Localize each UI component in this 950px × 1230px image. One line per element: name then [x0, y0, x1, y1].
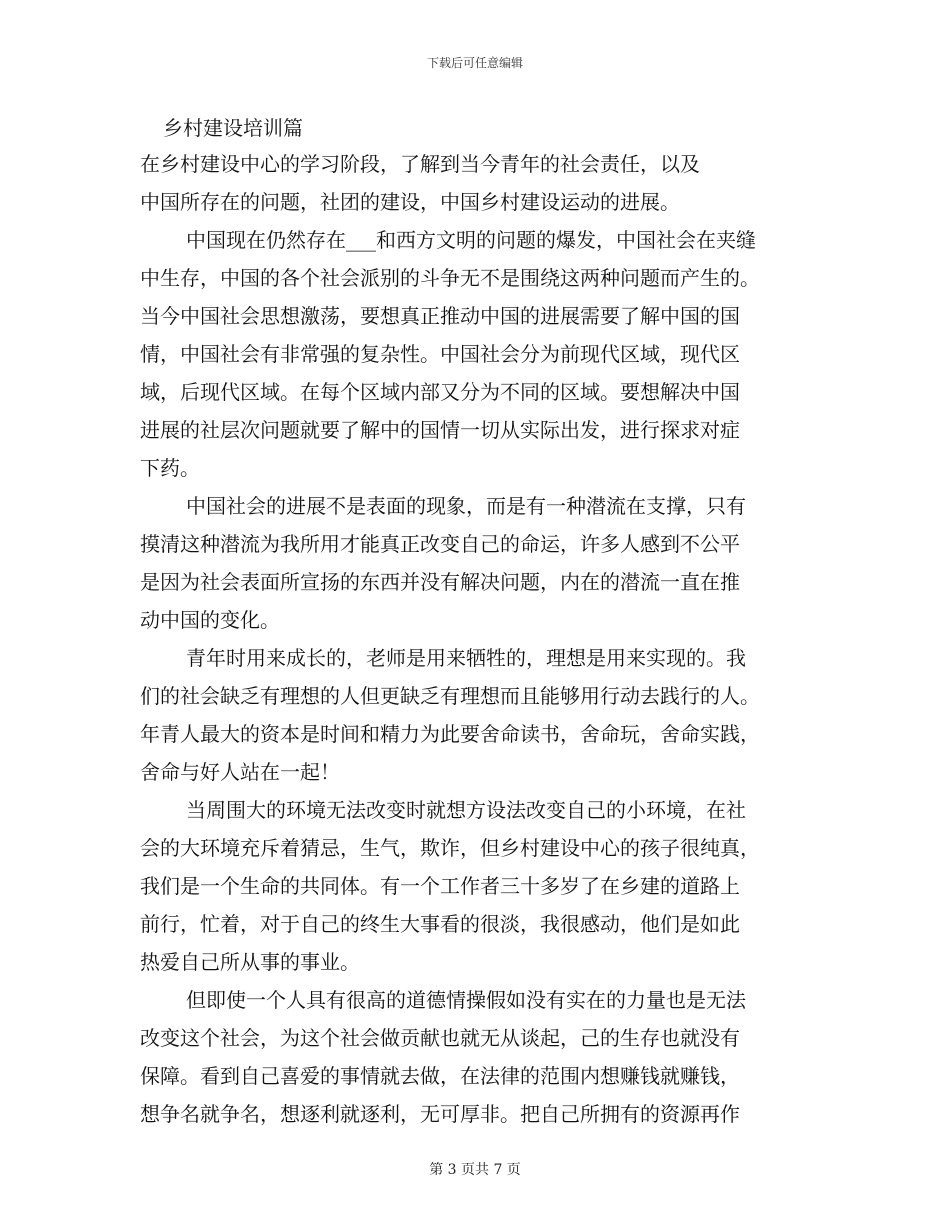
text-line: 当今中国社会思想激荡，要想真正推动中国的进展需要了解中国的国	[140, 304, 740, 328]
text-line: 中国所存在的问题，社团的建设，中国乡村建设运动的进展。	[140, 190, 680, 214]
text-line: 但即使一个人具有很高的道德情操假如没有实在的力量也是无法	[186, 988, 746, 1012]
text-line: 域，后现代区域。在每个区域内部又分为不同的区域。要想解决中国	[140, 380, 740, 404]
text-line: 中生存，中国的各个社会派别的斗争无不是围绕这两种问题而产生的。	[140, 266, 760, 290]
text-line: 们的社会缺乏有理想的人但更缺乏有理想而且能够用行动去践行的人。	[140, 684, 760, 708]
text-line: 我们是一个生命的共同体。有一个工作者三十多岁了在乡建的道路上	[140, 874, 740, 898]
text-line: 青年时用来成长的，老师是用来牺牲的，理想是用来实现的。我	[186, 646, 746, 670]
text-line: 中国现在仍然存在___和西方文明的问题的爆发，中国社会在夹缝	[186, 228, 756, 252]
text-line: 中国社会的进展不是表面的现象，而是有一种潜流在支撑，只有	[186, 494, 746, 518]
text-line: 保障。看到自己喜爱的事情就去做，在法律的范围内想赚钱就赚钱，	[140, 1064, 740, 1088]
page-footer: 第 3 页共 7 页	[429, 1162, 521, 1178]
text-line: 年青人最大的资本是时间和精力为此要舍命读书，舍命玩，舍命实践，	[140, 722, 760, 746]
text-line: 舍命与好人站在一起！	[140, 760, 340, 784]
document-title: 乡村建设培训篇	[163, 116, 303, 140]
text-line: 想争名就争名，想逐利就逐利，无可厚非。把自己所拥有的资源再作	[140, 1102, 740, 1126]
text-line: 前行，忙着，对于自己的终生大事看的很淡，我很感动，他们是如此	[140, 912, 740, 936]
text-line: 在乡村建设中心的学习阶段，了解到当今青年的社会责任，以及	[140, 152, 700, 176]
text-line: 当周围大的环境无法改变时就想方设法改变自己的小环境，在社	[186, 798, 746, 822]
text-line: 热爱自己所从事的事业。	[140, 950, 360, 974]
text-line: 情，中国社会有非常强的复杂性。中国社会分为前现代区域，现代区	[140, 342, 740, 366]
text-line: 动中国的变化。	[140, 608, 280, 632]
page-header: 下载后可任意编辑	[426, 56, 523, 70]
document-body	[140, 145, 804, 1133]
text-line: 是因为社会表面所宣扬的东西并没有解决问题，内在的潜流一直在推	[140, 570, 740, 594]
text-line: 进展的社层次问题就要了解中的国情一切从实际出发，进行探求对症	[140, 418, 740, 442]
text-line: 改变这个社会，为这个社会做贡献也就无从谈起，己的生存也就没有	[140, 1026, 740, 1050]
text-line: 会的大环境充斥着猜忌，生气，欺诈，但乡村建设中心的孩子很纯真，	[140, 836, 760, 860]
text-line: 摸清这种潜流为我所用才能真正改变自己的命运，许多人感到不公平	[140, 532, 740, 556]
text-line: 下药。	[140, 456, 200, 480]
